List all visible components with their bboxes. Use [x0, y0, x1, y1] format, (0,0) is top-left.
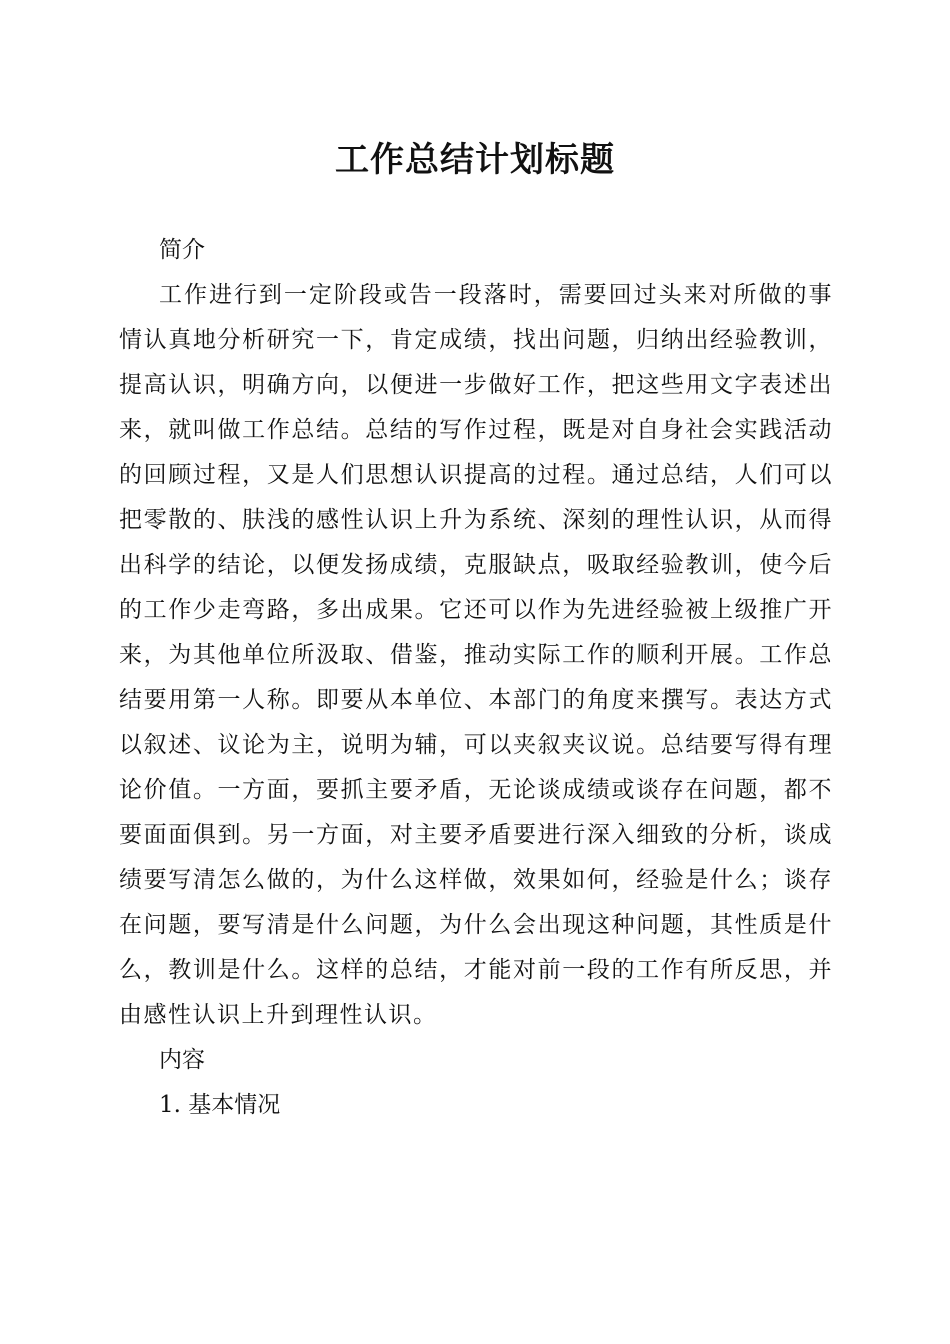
- content-heading: 内容: [159, 1047, 205, 1073]
- intro-heading: 简介: [159, 237, 205, 263]
- basic-situation-heading: 1. 基本情况: [159, 1092, 281, 1118]
- document-body: [119, 228, 833, 1128]
- document-title: 工作总结计划标题: [335, 140, 615, 180]
- intro-paragraph: 工作进行到一定阶段或告一段落时，需要回过头来对所做的事情认真地分析研究一下，肯定成绩，找出问题，归纳出经验教训，提高认识，明确方向，以便进一步做好工作，把这些用文字表述出来，就叫做工作总结。总结的写作过程，既是对自身社会实践活动的回顾过程，又是人们思想认识提高的过程。通过总结，人们可以把零散的、肤浅的感性认识上升为系统、深刻的理性认识，从而得出科学的结论，以便发扬成绩，克服缺点，吸取经验教训，使今后的工作少走弯路，多出成果。它还可以作为先进经验被上级推广开来，为其他单位所汲取、借鉴，推动实际工作的顺利开展。工作总结要用第一人称。即要从本单位、本部门的角度来撰写。表达方式以叙述、议论为主，说明为辅，可以夹叙夹议说。总结要写得有理论价值。一方面，要抓主要矛盾，无论谈成绩或谈存在问题，都不要面面俱到。另一方面，对主要矛盾要进行深入细致的分析，谈成绩要写清怎么做的，为什么这样做，效果如何，经验是什么；谈存在问题，要写清是什么问题，为什么会出现这种问题，其性质是什么，教训是什么。这样的总结，才能对前一段的工作有所反思，并由感性认识上升到理性认识。: [119, 282, 833, 1028]
